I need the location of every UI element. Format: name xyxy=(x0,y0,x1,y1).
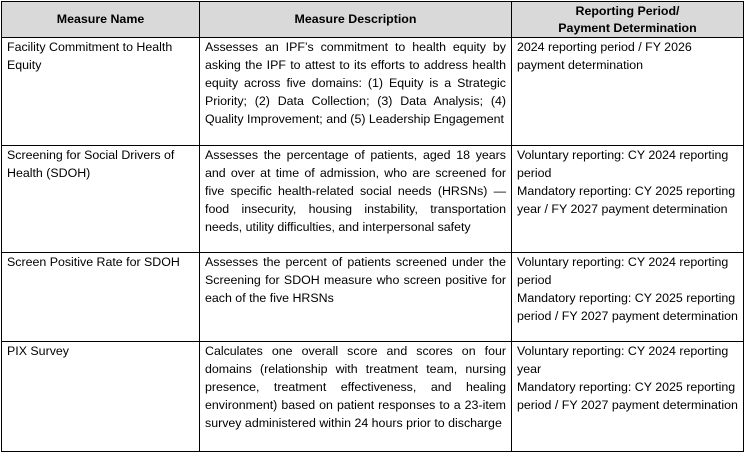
reporting-period-cell xyxy=(512,342,744,452)
header-reporting-period-line2: Payment Determination xyxy=(558,20,697,35)
measure-name-cell: Screening for Social Drivers of Health (SDOH) xyxy=(2,146,200,253)
measure-description-cell: Assesses the percentage of patients, aged 18 years and over at time of admission, who are screened for five specific health-related social needs (HRSNs) — food insecurity, housing instability, transportation needs, utility difficulties, and interpersonal safety xyxy=(200,146,512,253)
reporting-period-line: Mandatory reporting: CY 2025 reporting year / FY 2027 payment determination xyxy=(517,184,736,216)
measure-description-cell: Assesses an IPF’s commitment to health equity by asking the IPF to attest to its efforts to address health equity across five domains: (1) Equity is a Strategic Priority; (2) Data Collection; (3) Data Analysis; (4) Quality Improvement; and (5) Leadership Engagement xyxy=(200,38,512,146)
header-row xyxy=(2,2,744,38)
header-reporting-period-line1: Reporting Period/ xyxy=(575,3,680,18)
header-measure-description: Measure Description xyxy=(200,2,512,38)
table-row xyxy=(2,253,744,342)
measures-table xyxy=(1,1,744,452)
table-row xyxy=(2,38,744,146)
reporting-period-line: Mandatory reporting: CY 2025 reporting period / FY 2027 payment determination xyxy=(517,291,738,323)
measure-name-cell: PIX Survey xyxy=(2,342,200,452)
measure-name-cell: Screen Positive Rate for SDOH xyxy=(2,253,200,342)
reporting-period-line: Voluntary reporting: CY 2024 reporting period xyxy=(517,255,729,287)
header-measure-name: Measure Name xyxy=(2,2,200,38)
measure-description-cell: Calculates one overall score and scores on four domains (relationship with treatment team, nursing presence, treatment effectiveness, and healing environment) based on patient responses to a 23-item survey administered within 24 hours prior to discharge xyxy=(200,342,512,452)
reporting-period-line: Voluntary reporting: CY 2024 reporting period xyxy=(517,148,729,180)
table-row xyxy=(2,146,744,253)
table-row xyxy=(2,342,744,452)
reporting-period-cell xyxy=(512,253,744,342)
reporting-period-line: 2024 reporting period / FY 2026 payment determination xyxy=(517,40,692,72)
reporting-period-line: Mandatory reporting: CY 2025 reporting period / FY 2027 payment determination xyxy=(517,380,738,412)
measure-name-cell: Facility Commitment to Health Equity xyxy=(2,38,200,146)
reporting-period-line: Voluntary reporting: CY 2024 reporting year xyxy=(517,344,729,376)
reporting-period-cell xyxy=(512,146,744,253)
header-reporting-period xyxy=(512,2,744,38)
measure-description-cell: Assesses the percent of patients screened under the Screening for SDOH measure who screen positive for each of the five HRSNs xyxy=(200,253,512,342)
reporting-period-cell xyxy=(512,38,744,146)
